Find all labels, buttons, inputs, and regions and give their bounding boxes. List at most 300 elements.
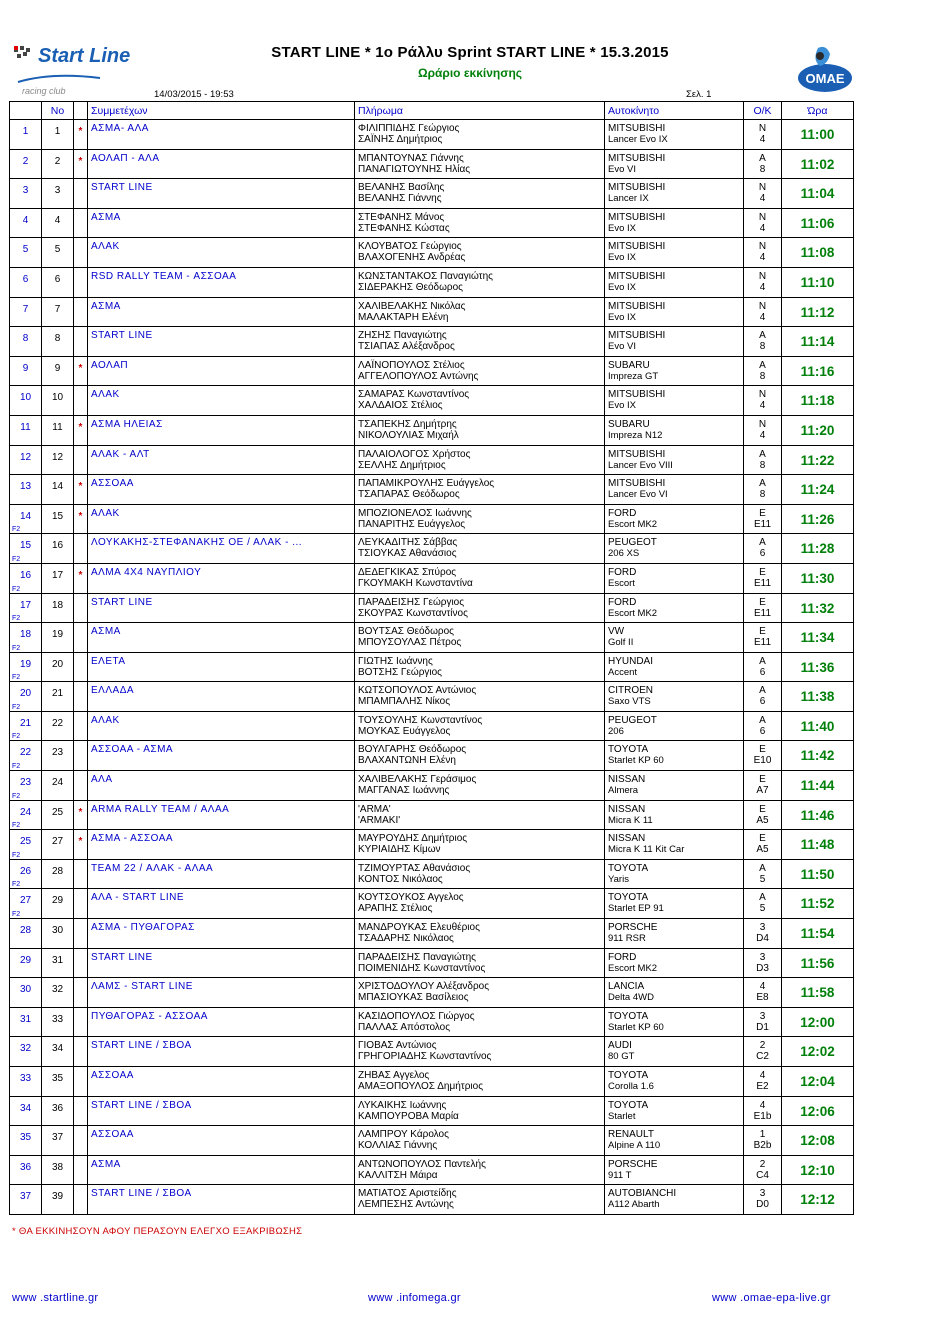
car-cell (605, 1155, 744, 1185)
star-cell (74, 1096, 88, 1126)
car-number: 15 (51, 510, 64, 522)
group: E (759, 566, 766, 578)
driver-name: ΚΑΣΙΔΟΠΟΥΛΟΣ Γιώργος (358, 1010, 475, 1022)
codriver-name: ΑΜΑΞΟΠΟΥΛΟΣ Δημήτριος (358, 1081, 484, 1092)
team-name: ΑΟΛΑΠ (91, 359, 129, 371)
driver-name: ΣΑΜΑΡΑΣ Κωνσταντίνος (358, 389, 470, 401)
driver-name: ΔΕΔΕΓΚΙΚΑΣ Σπύρος (358, 566, 457, 578)
start-time: 12:04 (800, 1074, 835, 1089)
header-class: Ο/Κ (744, 102, 782, 120)
codriver-name: ΚΑΜΠΟΥΡΟΒΑ Μαρία (358, 1110, 459, 1122)
table-row (10, 327, 854, 357)
star-cell (74, 889, 88, 919)
row-index: 10 (19, 392, 32, 404)
class-cell (744, 563, 782, 593)
car-number-cell (42, 120, 74, 150)
crew-cell (355, 415, 605, 445)
class-cell (744, 1126, 782, 1156)
table-row (10, 741, 854, 771)
driver-name: ΛΥΚΑΙΚΗΣ Ιωάννης (358, 1099, 447, 1111)
car-number-cell (42, 1155, 74, 1185)
class-cell (744, 1096, 782, 1126)
team-cell (88, 149, 355, 179)
team-name: RSD RALLY TEAM - ΑΣΣΟΑΑ (91, 270, 237, 282)
car-number: 6 (54, 273, 61, 285)
class: E11 (753, 577, 772, 589)
driver-name: ΚΛΟΥΒΑΤΟΣ Γεώργιος (358, 241, 462, 253)
crew-cell (355, 208, 605, 238)
car-number: 16 (51, 540, 64, 552)
car-make: MITSUBISHI (608, 241, 666, 253)
footer-link-startline[interactable]: www .startline.gr (12, 1292, 99, 1304)
class: 8 (759, 341, 766, 353)
team-cell (88, 741, 355, 771)
driver-name: ΚΩΝΣΤΑΝΤΑΚΟΣ Παναγιώτης (358, 270, 493, 282)
start-time: 12:02 (800, 1044, 835, 1060)
car-cell (605, 534, 744, 564)
star-cell (74, 327, 88, 357)
table-row (10, 978, 854, 1008)
class-cell (744, 1037, 782, 1067)
group: A (759, 330, 766, 342)
class-cell (744, 682, 782, 712)
team-name: ΑΣΜΑ- ΑΛΑ (91, 123, 149, 134)
car-number-cell (42, 563, 74, 593)
car-cell (605, 652, 744, 682)
scrutineering-mark: * (78, 362, 83, 374)
crew-cell (355, 179, 605, 209)
car-number-cell (42, 386, 74, 416)
header-star (74, 102, 88, 120)
car-make: FORD (608, 951, 637, 963)
row-index: 4 (22, 214, 29, 226)
car-number-cell (42, 208, 74, 238)
row-index: 36 (19, 1161, 32, 1173)
table-row (10, 800, 854, 830)
car-number-cell (42, 179, 74, 209)
car-model: Lancer Evo VI (608, 489, 668, 501)
start-time-cell (782, 889, 854, 919)
car-make: MITSUBISHI (608, 300, 666, 312)
group: 4 (759, 1099, 766, 1111)
team-name: ΑΣΜΑ ΗΛΕΙΑΣ (91, 418, 163, 430)
car-cell (605, 1037, 744, 1067)
car-make: AUTOBIANCHI (608, 1188, 677, 1200)
car-make: MITSUBISHI (608, 478, 666, 490)
car-number-cell (42, 445, 74, 475)
driver-name: ΛΑΪΝΟΠΟΥΛΟΣ Στέλιος (358, 359, 465, 371)
car-make: AUDI (608, 1040, 632, 1052)
car-cell (605, 1126, 744, 1156)
car-number: 12 (51, 451, 64, 463)
class-cell (744, 800, 782, 830)
team-name: ΑΟΛΑΠ - ΑΛΑ (91, 152, 160, 164)
driver-name: ΛΑΜΠΡΟΥ Κάρολος (358, 1129, 449, 1141)
car-cell (605, 1185, 744, 1215)
car-cell (605, 445, 744, 475)
table-row (10, 682, 854, 712)
car-model: 911 RSR (608, 933, 646, 945)
row-index-cell (10, 593, 42, 623)
car-cell (605, 415, 744, 445)
start-time: 11:30 (800, 570, 835, 586)
class-cell (744, 120, 782, 150)
driver-name: ΧΡΙΣΤΟΔΟΥΛΟΥ Αλέξανδρος (358, 981, 490, 993)
car-make: TOYOTA (608, 1099, 649, 1111)
car-number-cell (42, 830, 74, 860)
crew-cell (355, 623, 605, 653)
star-cell (74, 208, 88, 238)
car-number-cell (42, 415, 74, 445)
class-cell (744, 475, 782, 505)
row-index-cell (10, 1067, 42, 1097)
driver-name: ΠΑΡΑΔΕΙΣΗΣ Γεώργιος (358, 596, 465, 608)
start-time: 11:16 (800, 363, 835, 379)
team-cell (88, 948, 355, 978)
team-cell (88, 919, 355, 949)
car-number: 10 (51, 392, 64, 404)
row-category: F2 (12, 703, 21, 711)
class-cell (744, 534, 782, 564)
scrutineering-mark: * (78, 126, 83, 137)
start-time: 11:00 (800, 127, 835, 142)
row-index: 20 (19, 688, 32, 700)
crew-cell (355, 1126, 605, 1156)
row-index-cell (10, 1007, 42, 1037)
car-cell (605, 179, 744, 209)
car-number: 11 (52, 421, 63, 433)
star-cell (74, 682, 88, 712)
start-time-cell (782, 948, 854, 978)
row-category: F2 (12, 763, 21, 771)
group: 1 (759, 1129, 766, 1141)
driver-name: ΤΟΥΣΟΥΛΗΣ Κωνσταντίνος (358, 714, 483, 726)
codriver-name: ΣΤΕΦΑΝΗΣ Κώστας (358, 222, 450, 234)
class-cell (744, 652, 782, 682)
codriver-name: ΜΠΑΣΙΟΥΚΑΣ Βασίλειος (358, 992, 469, 1004)
group: N (758, 211, 767, 223)
start-time: 11:14 (800, 334, 835, 350)
table-row (10, 889, 854, 919)
driver-name: ΓΙΩΤΗΣ Ιωάννης (358, 655, 433, 667)
codriver-name: ΛΕΜΠΕΣΗΣ Αντώνης (358, 1199, 454, 1211)
class: 6 (759, 666, 766, 678)
row-index: 16 (19, 569, 32, 581)
start-time-cell (782, 1007, 854, 1037)
driver-name: ΠΑΡΑΔΕΙΣΗΣ Παναγιώτης (358, 951, 476, 963)
car-number-cell (42, 1096, 74, 1126)
row-index: 15 (19, 540, 32, 552)
star-cell (74, 445, 88, 475)
document-subtitle: Ωράριο εκκίνησης (417, 66, 523, 80)
class: 4 (759, 134, 766, 145)
start-time-cell (782, 593, 854, 623)
driver-name: ΜΠΑΝΤΟΥΝΑΣ Γιάννης (358, 152, 464, 164)
car-cell (605, 623, 744, 653)
team-name: ΑΛΜΑ 4Χ4 ΝΑΥΠΛΙΟΥ (91, 566, 202, 578)
team-cell (88, 1096, 355, 1126)
car-model: Starlet EP 91 (608, 903, 664, 915)
start-time-cell (782, 327, 854, 357)
row-index-cell (10, 327, 42, 357)
crew-cell (355, 741, 605, 771)
class: D1 (756, 1021, 769, 1033)
table-row (10, 830, 854, 860)
car-make: HYUNDAI (608, 655, 654, 667)
row-index-cell (10, 1185, 42, 1215)
class: D0 (756, 1199, 769, 1211)
car-cell (605, 859, 744, 889)
crew-cell (355, 830, 605, 860)
team-cell (88, 771, 355, 801)
codriver-name: ΤΣΙΟΥΚΑΣ Αθανάσιος (358, 548, 457, 560)
car-model: Delta 4WD (608, 992, 654, 1004)
svg-text:racing club: racing club (22, 86, 66, 96)
start-time: 11:34 (800, 630, 835, 646)
team-cell (88, 1067, 355, 1097)
row-index: 23 (19, 777, 32, 789)
start-time: 12:06 (800, 1103, 835, 1119)
row-index-cell (10, 948, 42, 978)
car-number-cell (42, 771, 74, 801)
car-number: 37 (51, 1132, 64, 1144)
codriver-name: ΤΣΙΑΠΑΣ Αλέξανδρος (358, 341, 455, 353)
car-make: MITSUBISHI (608, 270, 666, 282)
start-time-cell (782, 356, 854, 386)
car-number: 27 (51, 836, 64, 848)
team-cell (88, 179, 355, 209)
star-cell (74, 978, 88, 1008)
row-index-cell (10, 238, 42, 268)
group: A (759, 655, 766, 667)
class: 4 (759, 429, 766, 441)
start-time: 11:32 (800, 600, 835, 616)
star-cell (74, 1007, 88, 1037)
car-cell (605, 356, 744, 386)
car-model: Accent (608, 666, 638, 678)
team-cell (88, 593, 355, 623)
row-index-cell (10, 386, 42, 416)
svg-text:OMAE: OMAE (805, 71, 845, 86)
header-team: Συμμετέχων (88, 102, 355, 120)
class-cell (744, 859, 782, 889)
start-time-cell (782, 179, 854, 209)
codriver-name: ΣΙΔΕΡΑΚΗΣ Θεόδωρος (358, 281, 463, 293)
class: D3 (756, 962, 769, 974)
start-time-cell (782, 623, 854, 653)
team-cell (88, 238, 355, 268)
car-number: 34 (51, 1043, 64, 1055)
car-number-cell (42, 623, 74, 653)
class: 6 (759, 725, 766, 737)
start-time-cell (782, 741, 854, 771)
row-index: 3 (22, 185, 29, 197)
car-number-cell (42, 1185, 74, 1215)
car-cell (605, 475, 744, 505)
table-row (10, 1037, 854, 1067)
car-number-cell (42, 948, 74, 978)
car-cell (605, 593, 744, 623)
crew-cell (355, 711, 605, 741)
car-model: Starlet KP 60 (608, 755, 664, 767)
group: N (758, 270, 767, 282)
team-cell (88, 563, 355, 593)
car-number: 1 (54, 126, 61, 137)
team-name: ΑΣΣΟΑΑ (91, 1129, 134, 1141)
star-cell (74, 297, 88, 327)
crew-cell (355, 1037, 605, 1067)
star-cell (74, 859, 88, 889)
car-cell (605, 208, 744, 238)
table-row (10, 149, 854, 179)
class-cell (744, 179, 782, 209)
start-time-cell (782, 267, 854, 297)
class: B2b (753, 1140, 772, 1152)
start-time: 11:46 (800, 807, 835, 823)
driver-name: ΓΙΟΒΑΣ Αντώνιος (358, 1040, 437, 1052)
team-cell (88, 711, 355, 741)
class-cell (744, 297, 782, 327)
car-make: FORD (608, 596, 637, 608)
row-index: 31 (19, 1013, 32, 1025)
codriver-name: ΑΓΓΕΛΟΠΟΥΛΟΣ Αντώνης (358, 370, 479, 382)
team-cell (88, 475, 355, 505)
row-index: 28 (19, 925, 32, 937)
car-number-cell (42, 504, 74, 534)
row-index-cell (10, 919, 42, 949)
class: 8 (759, 489, 766, 501)
table-row (10, 267, 854, 297)
codriver-name: ΒΟΤΣΗΣ Γεώργιος (358, 666, 442, 678)
row-index: 5 (22, 244, 29, 256)
footer-link-omae[interactable]: www .omae-epa-live.gr (712, 1292, 831, 1304)
scrutineering-mark: * (78, 510, 83, 522)
row-index-cell (10, 652, 42, 682)
group: A (759, 478, 766, 490)
driver-name: ΤΣΑΠΕΚΗΣ Δημήτρης (358, 418, 457, 430)
start-time: 11:20 (800, 422, 835, 438)
row-category: F2 (12, 555, 21, 563)
group: 3 (759, 1188, 766, 1200)
class-cell (744, 919, 782, 949)
car-number: 29 (51, 895, 64, 907)
group: E (759, 833, 766, 845)
table-row (10, 415, 854, 445)
car-model: Escort MK2 (608, 607, 658, 619)
car-make: MITSUBISHI (608, 182, 666, 194)
driver-name: ΚΩΤΣΟΠΟΥΛΟΣ Αντώνιος (358, 685, 477, 697)
driver-name: ΖΗΒΑΣ Αγγελος (358, 1070, 430, 1081)
class-cell (744, 948, 782, 978)
codriver-name: ΠΑΝΑΡΙΤΗΣ Ευάγγελος (358, 518, 466, 530)
car-number: 33 (51, 1013, 64, 1025)
car-number: 39 (51, 1191, 64, 1203)
start-time: 11:28 (800, 541, 835, 557)
row-index-cell (10, 830, 42, 860)
car-number-cell (42, 267, 74, 297)
group: N (758, 241, 767, 253)
row-index: 1 (22, 126, 29, 137)
car-number: 5 (54, 244, 61, 256)
car-number-cell (42, 1037, 74, 1067)
group: 4 (759, 1070, 766, 1081)
star-cell (74, 179, 88, 209)
class: 5 (759, 873, 766, 885)
start-time-cell (782, 208, 854, 238)
crew-cell (355, 1155, 605, 1185)
crew-cell (355, 1067, 605, 1097)
group: A (759, 359, 766, 371)
table-row (10, 563, 854, 593)
car-model: Almera (608, 785, 639, 797)
table-row (10, 297, 854, 327)
start-time-cell (782, 149, 854, 179)
car-model: Alpine A 110 (608, 1140, 661, 1152)
row-index-cell (10, 445, 42, 475)
row-index-cell (10, 149, 42, 179)
class: 6 (759, 548, 766, 560)
row-index-cell (10, 504, 42, 534)
driver-name: 'ARMA' (358, 803, 391, 815)
car-make: VW (608, 626, 625, 638)
codriver-name: ΒΕΛΑΝΗΣ Γιάννης (358, 193, 442, 205)
class: E10 (753, 755, 772, 767)
class-cell (744, 711, 782, 741)
car-number: 7 (54, 303, 61, 315)
class-cell (744, 149, 782, 179)
team-name: START LINE / ΣΒΟΑ (91, 1040, 192, 1052)
crew-cell (355, 445, 605, 475)
star-cell (74, 948, 88, 978)
row-index-cell (10, 741, 42, 771)
car-make: SUBARU (608, 418, 650, 430)
car-make: NISSAN (608, 774, 646, 786)
car-number-cell (42, 1007, 74, 1037)
crew-cell (355, 1096, 605, 1126)
footer-link-infomega[interactable]: www .infomega.gr (368, 1292, 461, 1304)
star-cell (74, 386, 88, 416)
group: 3 (759, 922, 766, 934)
codriver-name: ΜΠΟΥΣΟΥΛΑΣ Πέτρος (358, 637, 462, 649)
scrutineering-mark: * (78, 569, 83, 581)
row-category: F2 (12, 615, 21, 623)
crew-cell (355, 652, 605, 682)
codriver-name: ΜΑΓΓΑΝΑΣ Ιωάννης (358, 785, 450, 797)
car-number-cell (42, 889, 74, 919)
row-category: F2 (12, 851, 21, 859)
team-name: ΑΛΑΚ (91, 389, 120, 401)
group: N (758, 123, 767, 134)
car-number: 8 (54, 333, 61, 345)
header-no: Νο (42, 102, 74, 120)
row-category: F2 (12, 881, 21, 889)
car-model: Impreza GT (608, 370, 659, 382)
row-index-cell (10, 889, 42, 919)
team-name: ARMA RALLY TEAM / ΑΛΑΑ (91, 803, 230, 815)
row-index-cell (10, 1096, 42, 1126)
team-cell (88, 120, 355, 150)
car-number-cell (42, 800, 74, 830)
car-number: 24 (51, 777, 64, 789)
row-index: 30 (19, 984, 32, 996)
car-number: 17 (51, 569, 64, 581)
class-cell (744, 267, 782, 297)
car-number: 23 (51, 747, 64, 759)
class-cell (744, 741, 782, 771)
star-cell (74, 741, 88, 771)
group: N (758, 389, 767, 401)
team-cell (88, 415, 355, 445)
